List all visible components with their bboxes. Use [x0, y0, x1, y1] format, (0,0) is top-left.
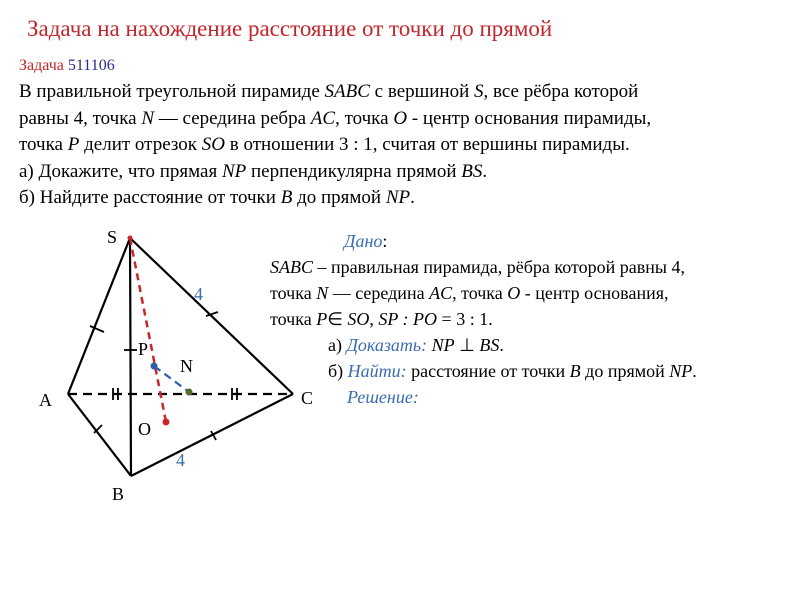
- problem-line-3: точка P делит отрезок SO в отношении 3 : 1, считая от вершины пирамиды.: [19, 134, 630, 155]
- point-o: [163, 419, 170, 426]
- problem-line-1: В правильной треугольной пирамиде SABC с вершиной S, все рёбра которой: [19, 81, 639, 102]
- label-n: N: [180, 356, 193, 376]
- task-label: Задача: [19, 57, 64, 74]
- problem-line-2: равны 4, точка N — середина ребра AC, точка O - центр основания пирамиды,: [19, 107, 652, 129]
- given-block: [270, 228, 795, 410]
- problem-part-b: б) Найдите расстояние от точки B до прямой NP.: [19, 187, 415, 208]
- point-n: [186, 389, 193, 396]
- point-p: [151, 363, 158, 370]
- task-number[interactable]: 511106: [67, 57, 115, 74]
- edge-sc: [130, 238, 293, 394]
- label-c: C: [301, 388, 314, 408]
- label-o: O: [138, 419, 151, 439]
- point-s: [128, 236, 133, 241]
- edge-sa: [68, 238, 130, 394]
- slide-title: Задача на нахождение расстояние от точки до прямой: [27, 16, 553, 41]
- edge-bc: [131, 394, 293, 476]
- edge-label-bc: 4: [176, 450, 185, 470]
- given-line-2: точка N — середина AC, точка O - центр основания,: [270, 283, 669, 303]
- label-b: B: [112, 484, 125, 504]
- label-a: A: [39, 390, 52, 410]
- find-line: б) Найти: расстояние от точки B до прямой NP.: [328, 361, 697, 381]
- label-p: P: [138, 339, 149, 359]
- prove-line: а) Доказать: NP ⊥ BS.: [328, 335, 504, 355]
- given-heading: Дано:: [344, 231, 388, 251]
- edge-label-sc: 4: [194, 284, 203, 304]
- label-s: S: [107, 227, 118, 247]
- given-line-1: SABC – правильная пирамида, рёбра которой равны 4,: [270, 257, 685, 277]
- edge-ab: [68, 394, 131, 476]
- edge-sb: [130, 238, 131, 476]
- given-line-3: точка P∈ SO, SP : PO = 3 : 1.: [270, 309, 493, 329]
- problem-part-a: а) Докажите, что прямая NP перпендикулярна прямой BS.: [19, 160, 488, 182]
- solution-heading: Решение:: [347, 387, 419, 407]
- perp-symbol: ⊥: [454, 335, 480, 355]
